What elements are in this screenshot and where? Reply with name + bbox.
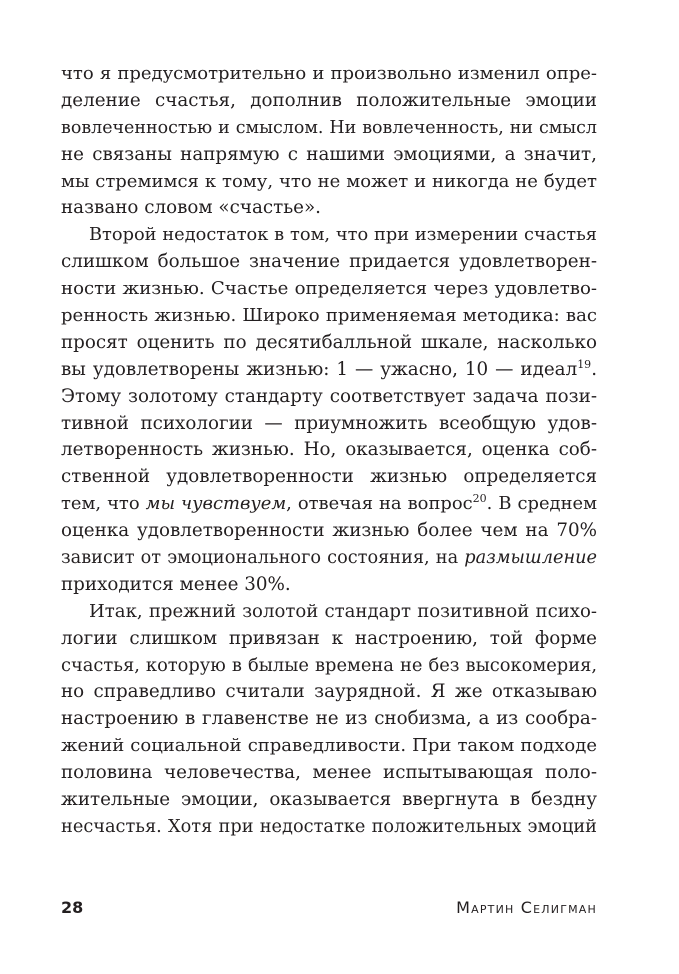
text-line: слишком большое значение придается удовлетворен- bbox=[61, 251, 597, 273]
text-line: вы удовлетворены жизнью: 1 — ужасно, 10 — идеал$^{19}$. bbox=[61, 357, 597, 380]
text-line: жений социальной справедливости. При таком подходе bbox=[61, 735, 597, 757]
text-line: приходится менее 30%. bbox=[61, 573, 291, 595]
text-line: несчастья. Хотя при недостатке положительных эмоций bbox=[61, 816, 597, 837]
emphasis: размышление bbox=[464, 548, 597, 569]
body-text bbox=[61, 61, 597, 841]
text-line: не связаны напрямую с нашими эмоциями, а значит, bbox=[61, 143, 597, 165]
text-line: жительные эмоции, оказывается ввергнута в бездну bbox=[61, 789, 597, 811]
text-line: настроению в главенстве не из снобизма, а из сообра- bbox=[61, 708, 597, 730]
text-line: что я предусмотрительно и произвольно изменил опре- bbox=[61, 63, 597, 84]
text-line: тем, что мы чувствуем, отвечая на вопрос$^{20}$. В среднем bbox=[61, 492, 597, 515]
text-line: ственной удовлетворенности жизнью определяется bbox=[61, 466, 597, 488]
text-line: деление счастья, дополнив положительные эмоции bbox=[61, 89, 597, 111]
text-line: вовлеченностью и смыслом. Ни вовлеченность, ни смысл bbox=[61, 117, 597, 138]
text-line: летворенность жизнью. Но, оказывается, оценка соб- bbox=[61, 439, 597, 461]
text-line: ности жизнью. Счастье определяется через удовлетво- bbox=[61, 278, 597, 300]
text-line: но справедливо считали заурядной. Я же отказываю bbox=[61, 681, 597, 703]
text-line: логии слишком привязан к настроению, той форме bbox=[61, 627, 597, 649]
text-line: счастья, которую в былые времена не без высокомерия, bbox=[61, 654, 597, 676]
page-number: 28 bbox=[61, 898, 84, 917]
text-line: просят оценить по десятибалльной шкале, насколько bbox=[61, 331, 597, 353]
text-line: мы стремимся к тому, что не может и никогда не будет bbox=[61, 170, 597, 192]
text-line: Второй недостаток в том, что при измерении счастья bbox=[89, 225, 597, 246]
text-line: тивной психологии — приумножить всеобщую удов- bbox=[61, 412, 597, 434]
running-head-author: Мартин Селигман bbox=[456, 898, 597, 917]
text-line: Этому золотому стандарту соответствует задача пози- bbox=[61, 385, 597, 407]
text-line: оценка удовлетворенности жизнью более чем на 70% bbox=[61, 520, 597, 542]
emphasis: мы чувствуем bbox=[145, 493, 287, 515]
text-line: половина человечества, менее испытывающая поло- bbox=[61, 762, 597, 784]
text-line: Итак, прежний золотой стандарт позитивной психо- bbox=[89, 600, 597, 622]
footnote-ref: 19 bbox=[577, 357, 592, 371]
text-line: названо словом «счастье». bbox=[61, 197, 321, 219]
text-line: ренность жизнью. Широко применяемая методика: вас bbox=[61, 305, 597, 327]
text-line: зависит от эмоционального состояния, на размышление bbox=[61, 548, 597, 569]
page-footer bbox=[61, 898, 597, 922]
footnote-ref: 20 bbox=[472, 492, 487, 506]
